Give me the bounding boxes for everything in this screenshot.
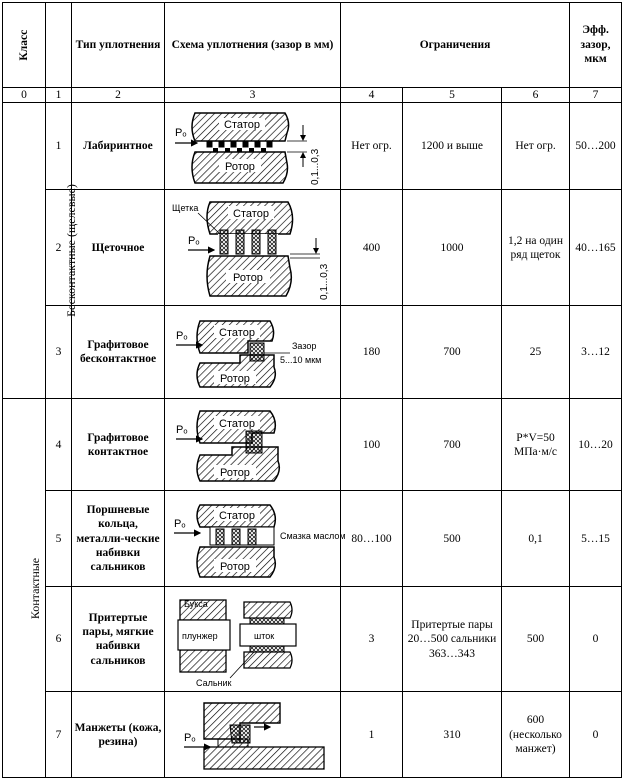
col-num: 2 <box>72 88 165 103</box>
pressure-label: Pₒ <box>188 234 200 247</box>
table-row <box>3 491 622 587</box>
stator-label: Статор <box>223 119 260 132</box>
effective-gap: 10…20 <box>570 399 622 491</box>
row-number: 2 <box>46 190 72 306</box>
schema-graphite-contact <box>165 399 341 491</box>
seal-type: Графитовое бесконтактное <box>72 306 165 399</box>
stator-label: Статор <box>219 509 255 522</box>
seal-type: Графитовое контактное <box>72 399 165 491</box>
seal-type: Лабиринтное <box>72 103 165 190</box>
col-num: 1 <box>46 88 72 103</box>
header-type: Тип уплотнения <box>72 3 165 88</box>
header-blank <box>46 3 72 88</box>
limit-col5: 700 <box>403 399 502 491</box>
gap-microns: 5...10 мкм <box>280 355 322 366</box>
limit-col5: 500 <box>403 491 502 587</box>
limit-col5: 1200 и выше <box>403 103 502 190</box>
col-num: 7 <box>570 88 622 103</box>
rotor-label: Ротор <box>220 466 250 479</box>
col-num: 3 <box>165 88 341 103</box>
effective-gap: 40…165 <box>570 190 622 306</box>
limit-col6: 25 <box>502 306 570 399</box>
table-row <box>3 190 622 306</box>
gap-caption: Зазор <box>292 341 317 352</box>
limit-col4: 1 <box>341 692 403 778</box>
lubrication-label: Смазка маслом <box>280 530 346 541</box>
limit-col6: 1,2 на один ряд щеток <box>502 190 570 306</box>
limit-col4: Нет огр. <box>341 103 403 190</box>
limit-col4: 80…100 <box>341 491 403 587</box>
effective-gap: 50…200 <box>570 103 622 190</box>
effective-gap: 5…15 <box>570 491 622 587</box>
pressure-label: Pₒ <box>176 423 188 436</box>
schema-graphite-noncontact <box>165 306 341 399</box>
limit-col6: 600 (несколько манжет) <box>502 692 570 778</box>
effective-gap: 0 <box>570 692 622 778</box>
stator-label: Статор <box>219 417 255 430</box>
class-contact: Контактные <box>3 399 46 778</box>
pressure-label: Pₒ <box>184 731 196 744</box>
rotor-label: Ротор <box>220 560 250 573</box>
limit-col5: Притертые пары 20…500 сальники 363…343 <box>403 587 502 692</box>
row-number: 5 <box>46 491 72 587</box>
seal-type: Манжеты (кожа, резина) <box>72 692 165 778</box>
row-number: 1 <box>46 103 72 190</box>
schema-cuffs <box>165 692 341 778</box>
schema-brush <box>165 190 341 306</box>
limit-col4: 400 <box>341 190 403 306</box>
effective-gap: 0 <box>570 587 622 692</box>
schema-lapped-pairs <box>165 587 341 692</box>
col-num: 6 <box>502 88 570 103</box>
limit-col6: 500 <box>502 587 570 692</box>
stator-label: Статор <box>219 327 255 340</box>
pressure-label: Pₒ <box>174 517 186 530</box>
bush-label: Букса <box>184 599 208 610</box>
seal-type: Притертые пары, мягкие набивки сальников <box>72 587 165 692</box>
seal-type: Щеточное <box>72 190 165 306</box>
pressure-label: Pₒ <box>176 330 188 343</box>
seals-table <box>2 2 622 778</box>
schema-labyrinth <box>165 103 341 190</box>
table-row <box>3 399 622 491</box>
header-eff: Эфф. зазор, мкм <box>570 3 622 88</box>
table-row <box>3 103 622 190</box>
limit-col4: 100 <box>341 399 403 491</box>
table-row <box>3 587 622 692</box>
schema-piston-rings <box>165 491 346 587</box>
gap-label: 0,1...0,3 <box>309 149 321 186</box>
limit-col4: 180 <box>341 306 403 399</box>
limit-col5: 1000 <box>403 190 502 306</box>
limit-col6: Нет огр. <box>502 103 570 190</box>
header-schema: Схема уплотнения (зазор в мм) <box>165 3 341 88</box>
table-row <box>3 306 622 399</box>
header-limits: Ограничения <box>341 3 570 88</box>
effective-gap: 3…12 <box>570 306 622 399</box>
limit-col5: 310 <box>403 692 502 778</box>
table-row <box>3 692 622 778</box>
plunger-label: плунжер <box>182 631 218 642</box>
rotor-label: Ротор <box>233 271 263 284</box>
stator-label: Статор <box>233 207 269 220</box>
row-number: 6 <box>46 587 72 692</box>
row-number: 4 <box>46 399 72 491</box>
limit-col5: 700 <box>403 306 502 399</box>
row-number: 7 <box>46 692 72 778</box>
row-number: 3 <box>46 306 72 399</box>
col-num: 0 <box>3 88 46 103</box>
rotor-label: Ротор <box>220 373 250 386</box>
gap-label: 0,1...0,3 <box>319 263 330 300</box>
pressure-label: Pₒ <box>174 127 186 140</box>
rotor-label: Ротор <box>224 161 255 174</box>
limit-col6: 0,1 <box>502 491 570 587</box>
column-numbers-row <box>3 88 622 103</box>
limit-col4: 3 <box>341 587 403 692</box>
rod-label: шток <box>254 631 275 642</box>
seal-type: Поршневые кольца, металли-ческие набивки сальников <box>72 491 165 587</box>
header-class: Класс <box>3 3 46 88</box>
brush-label: Щетка <box>172 202 199 213</box>
header-row <box>3 3 622 88</box>
class-noncontact: Бесконтактные (щелевые) <box>3 103 46 399</box>
limit-col6: P*V=50 МПа·м/с <box>502 399 570 491</box>
col-num: 4 <box>341 88 403 103</box>
col-num: 5 <box>403 88 502 103</box>
gland-label: Сальник <box>196 678 232 689</box>
